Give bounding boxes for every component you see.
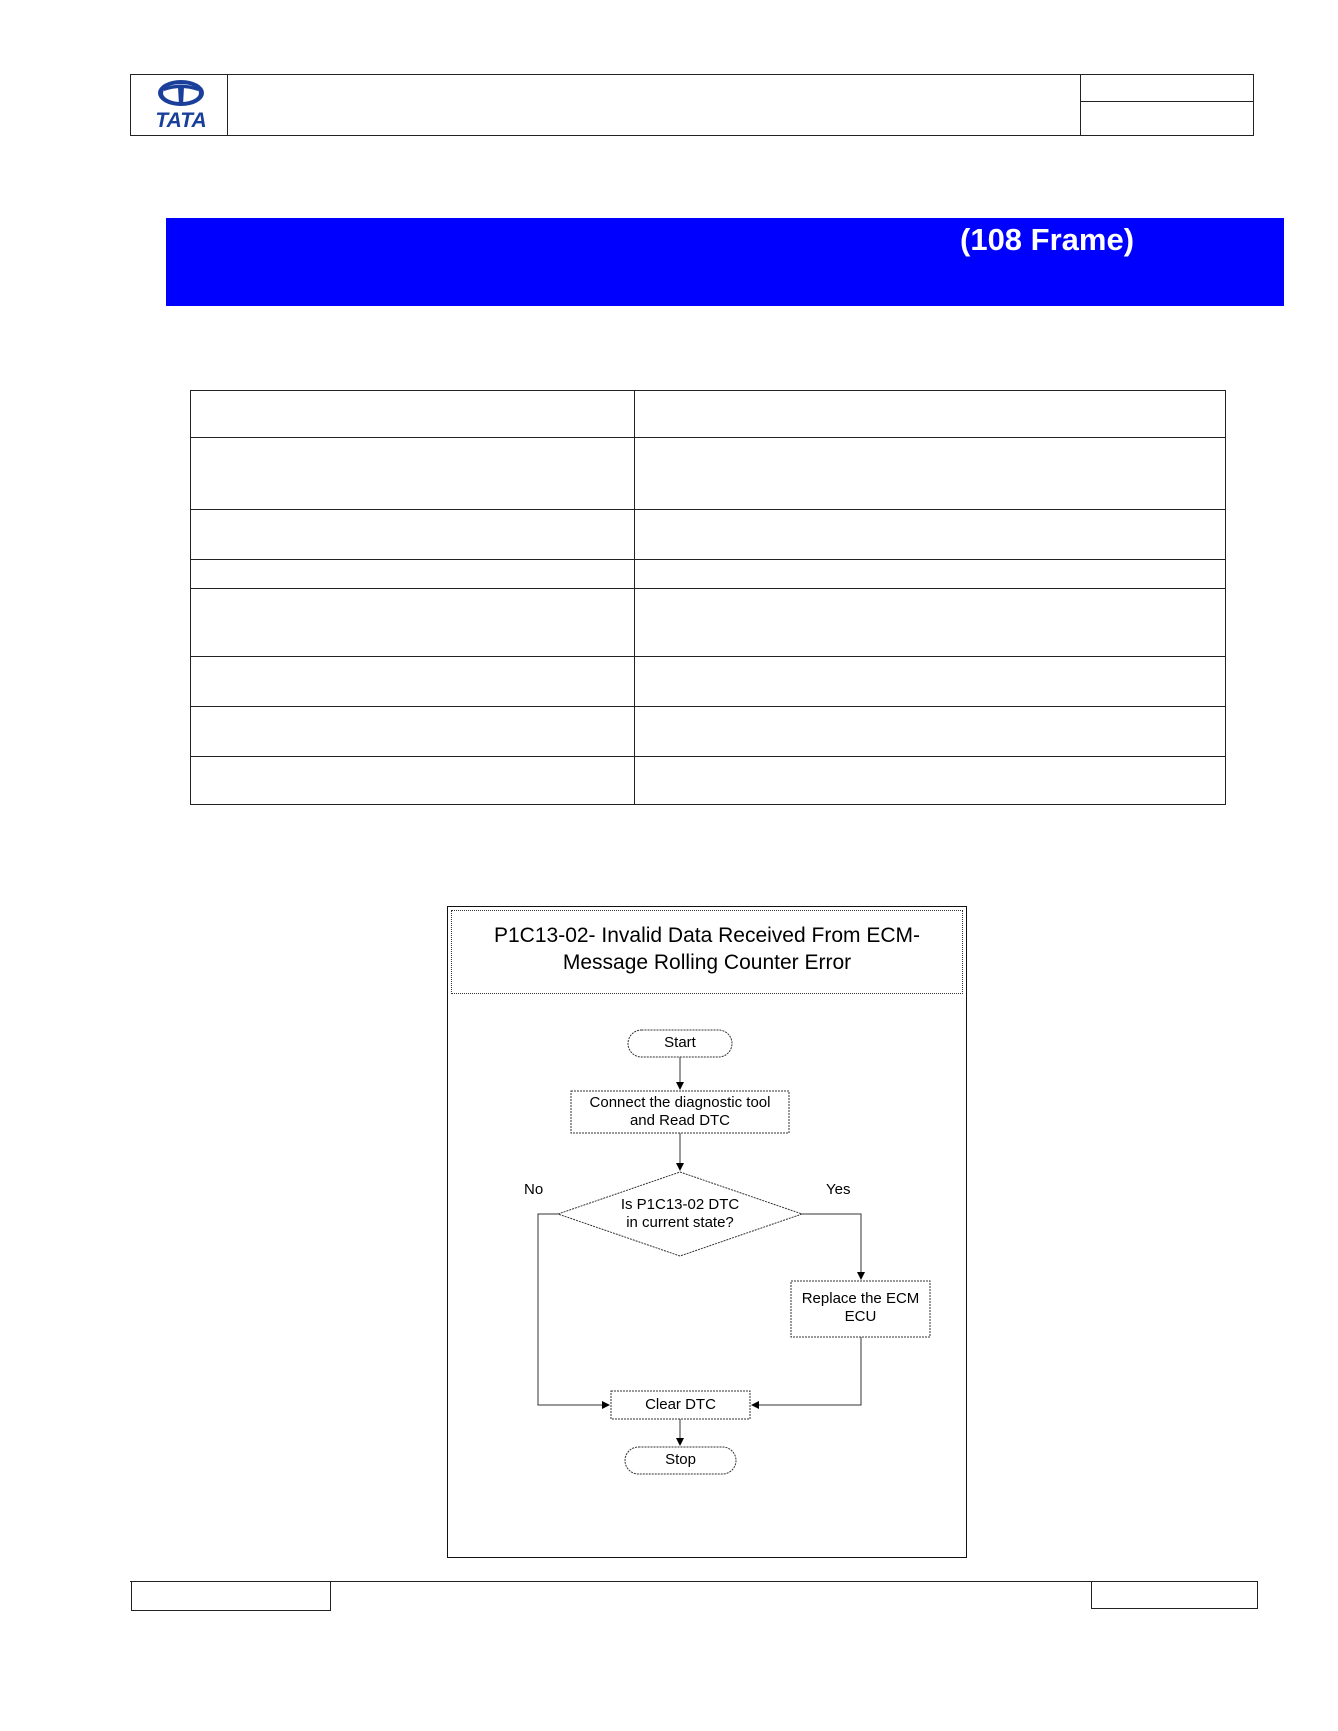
no-label: No (524, 1181, 544, 1198)
connector-yes-replace (802, 1214, 861, 1279)
replace-ecm-line1: Replace the ECM (801, 1290, 920, 1307)
flowchart-title-line2: Message Rolling Counter Error (562, 951, 852, 974)
stop-label: Stop (665, 1451, 696, 1468)
decision-line2: in current state? (626, 1214, 734, 1231)
connector-replace-clear (752, 1337, 861, 1405)
footer-right-box (1091, 1581, 1258, 1609)
replace-ecm-label (791, 1290, 930, 1326)
logo-text: TATA (155, 109, 207, 132)
connect-tool-label (571, 1094, 789, 1130)
banner-title: (108 Frame) (960, 222, 1135, 257)
connector-no-clear (538, 1214, 609, 1405)
connect-tool-line1: Connect the diagnostic tool (589, 1094, 771, 1111)
footer-left-box (131, 1581, 331, 1611)
connect-tool-line2: and Read DTC (629, 1112, 731, 1129)
decision-line1: Is P1C13-02 DTC (620, 1196, 740, 1213)
yes-label: Yes (826, 1181, 851, 1198)
flowchart-title-line1: P1C13-02- Invalid Data Received From ECM- (494, 924, 920, 947)
start-label: Start (664, 1034, 696, 1051)
clear-dtc-label: Clear DTC (645, 1396, 716, 1413)
decision-label (590, 1196, 770, 1232)
replace-ecm-line2: ECU (844, 1308, 877, 1325)
